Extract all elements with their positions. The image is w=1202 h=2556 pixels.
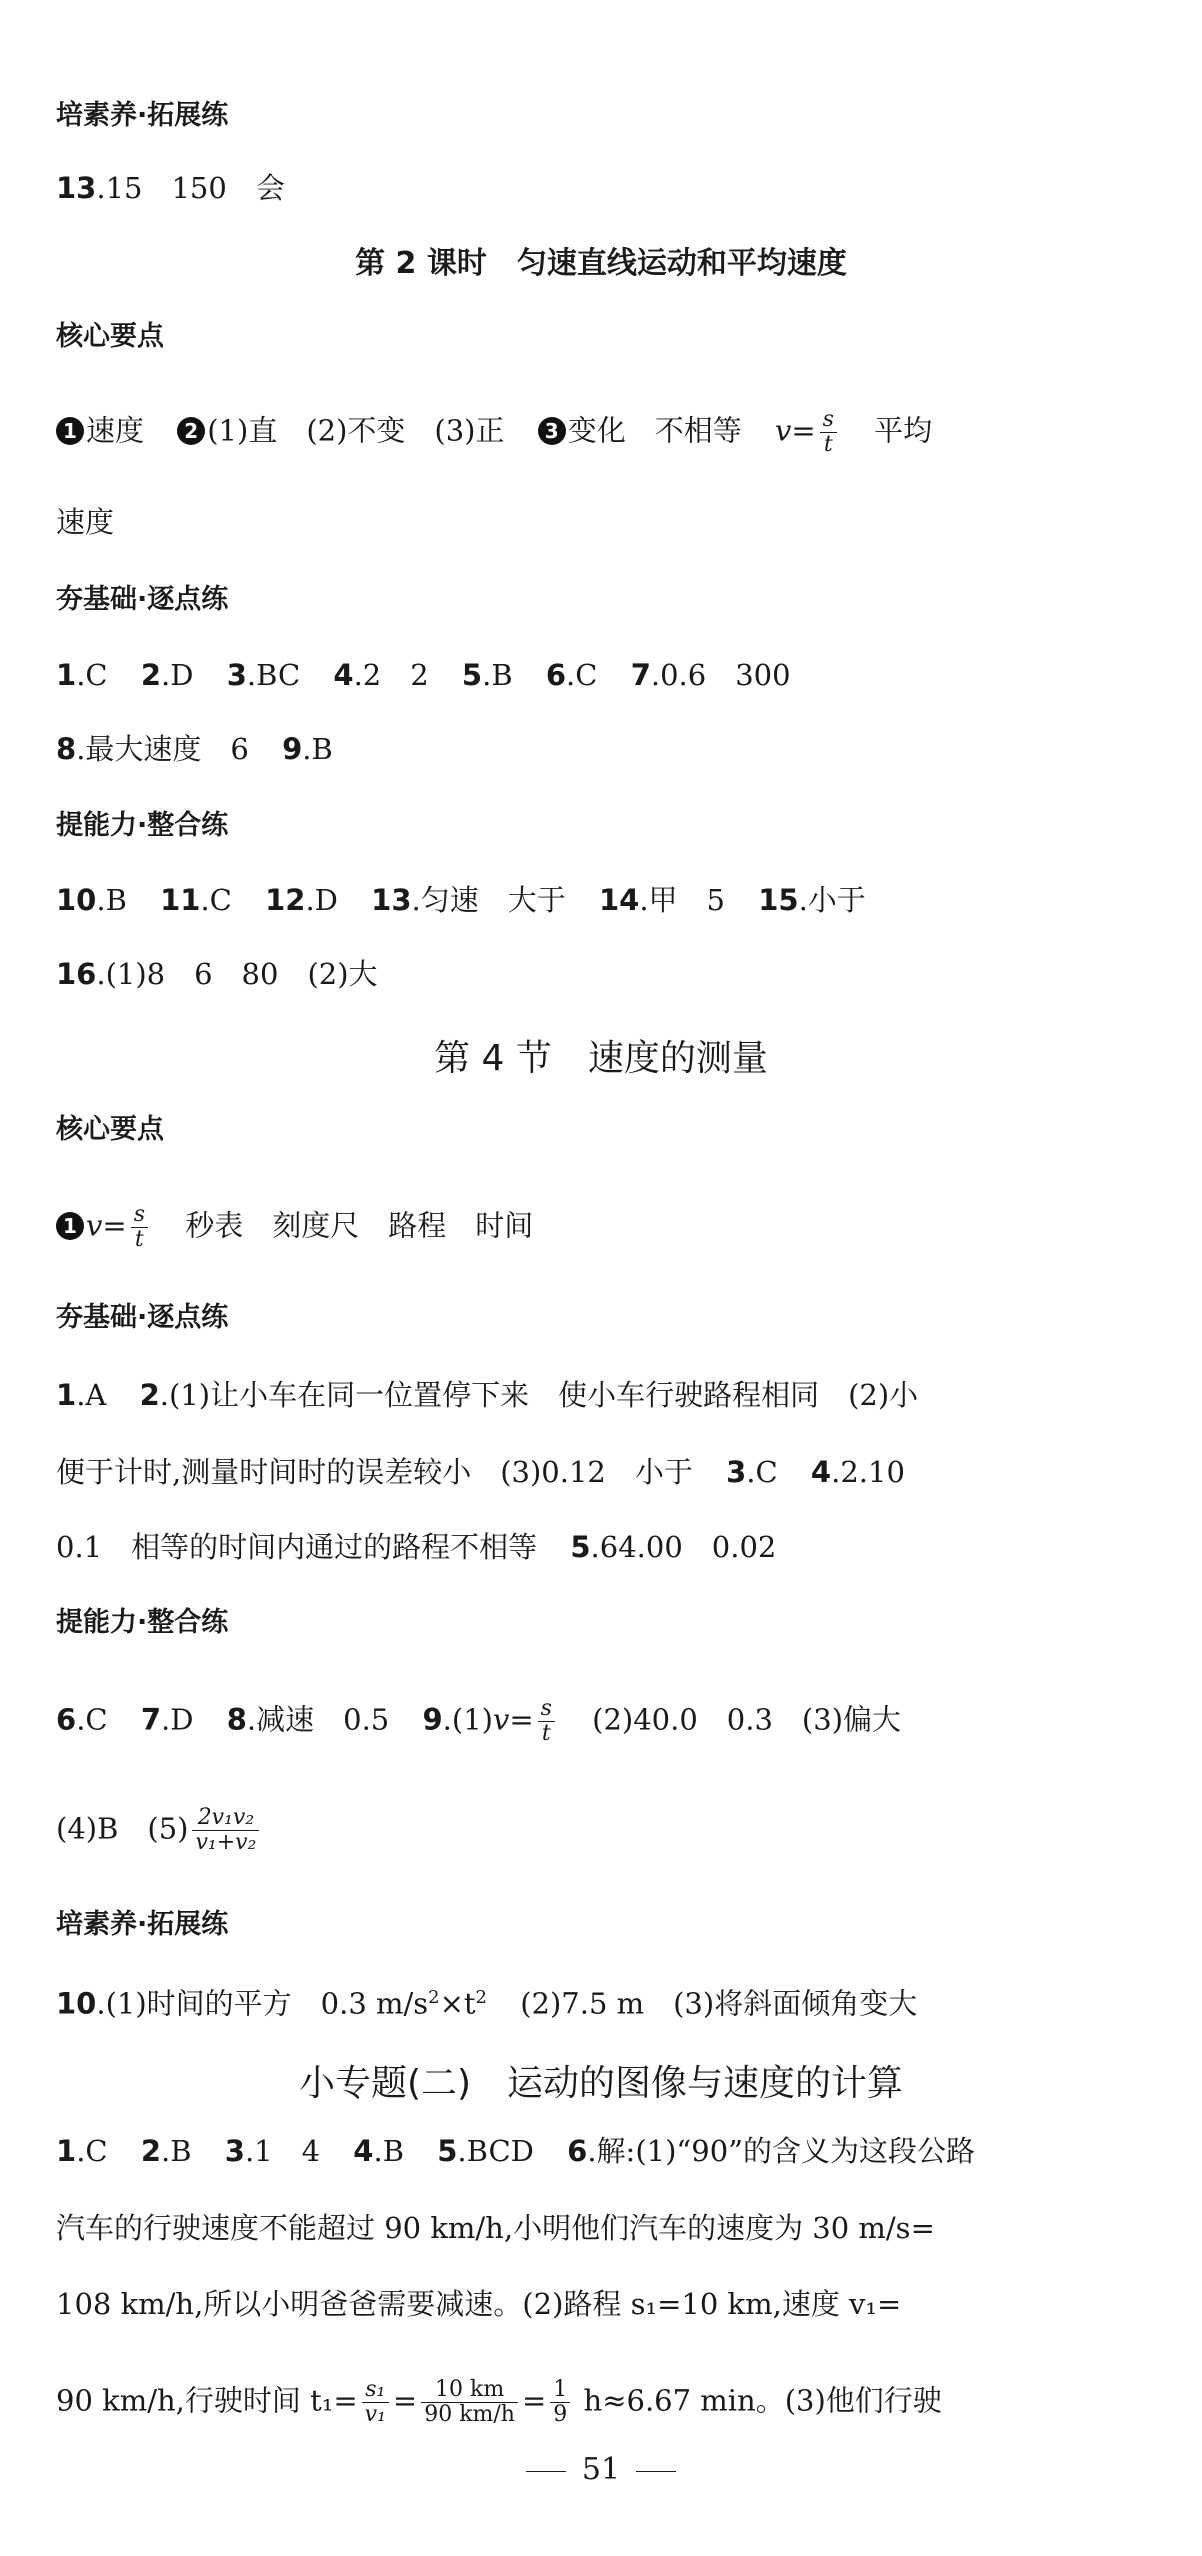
answer-text: .C [566,658,598,692]
question-number: 6 [545,658,567,692]
question-number: 12 [265,883,306,917]
answer-line [56,168,285,208]
answer-text: .B [96,883,127,917]
answer-text: .(1)时间的平方 0.3 m/s [96,1986,429,2021]
answer-text: .(1)8 6 80 (2)大 [96,957,378,991]
question-number: 3 [226,658,247,692]
question-number: 2 [140,2134,162,2168]
answer-text: 速度 [86,413,145,448]
answer-text: .C [200,883,232,917]
question-number: 6 [56,1702,77,1737]
answer-text: 便于计时,测量时间时的误差较小 (3)0.12 小于 [56,1455,693,1489]
section-title: 第 4 节 速度的测量 [434,1038,768,1079]
question-number: 4 [333,658,354,692]
answer-text: (4)B (5) [56,1811,189,1846]
answer-text: .BC [246,658,301,692]
answer-line [56,729,333,769]
question-number: 1 [56,2134,77,2168]
answer-line [56,2378,942,2427]
answer-text: .B [482,658,513,692]
section-heading: 夯基础·逐点练 [56,1302,229,1333]
answer-line [56,880,866,920]
section-heading: 核心要点 [56,1114,164,1145]
question-number: 2 [140,658,162,692]
question-number: 4 [353,2134,374,2168]
answer-text: 90 km/h,行驶时间 t₁= [56,2383,358,2418]
answer-text: 变化 不相等 [567,413,742,448]
answer-line [56,954,378,994]
question-number: 1 [56,658,77,692]
circled-number: 1 [56,1212,84,1240]
section-heading: 夯基础·逐点练 [56,584,229,615]
answer-text: .解:(1)“90”的含义为这段公路 [587,2134,975,2168]
lesson-title: 第 2 课时 匀速直线运动和平均速度 [355,246,847,281]
circled-number: 3 [538,417,566,445]
question-number: 7 [630,658,651,692]
answer-text: .甲 5 [639,883,725,917]
fraction [131,1203,148,1252]
question-number: 3 [224,2134,245,2168]
answer-text: .2 2 [353,658,429,692]
superscript: 2 [428,1987,440,2008]
question-number: 8 [56,732,77,766]
core-points-line [56,408,932,457]
question-number: 2 [139,1378,160,1412]
question-number: 8 [226,1702,247,1737]
answer-line [56,1452,905,1492]
question-number: 13 [56,171,97,205]
answer-line [56,655,791,695]
section-heading: 培素养·拓展练 [56,1909,229,1940]
answer-text: .小于 [798,883,866,917]
answer-text: (2)40.0 0.3 (3)偏大 [592,1702,902,1737]
answer-text: .最大速度 6 [76,732,249,766]
answer-text: .B [373,2134,405,2168]
answer-text: .C [76,658,108,692]
question-number: 9 [422,1702,443,1737]
answer-text: .C [76,2134,108,2168]
fraction-denominator: t [134,1227,144,1252]
section-heading: 提能力·整合练 [56,810,229,841]
formula-lhs: v= [774,413,816,448]
question-number: 11 [160,883,201,917]
fraction [538,1697,555,1746]
formula-lhs: v= [492,1702,534,1737]
fraction [550,2378,570,2427]
section-heading: 提能力·整合练 [56,1607,229,1638]
question-number: 5 [437,2134,458,2168]
fraction [192,1806,259,1855]
answer-line [56,1375,918,1415]
fraction-numerator: 2v₁v₂ [192,1806,259,1831]
answer-text: .B [302,732,333,766]
circled-number: 1 [56,417,84,445]
answer-line [56,1978,917,2024]
question-number: 13 [371,883,412,917]
answer-text: .2.10 [831,1455,905,1489]
page-number-text: 51 [581,2452,621,2487]
fraction-denominator: 90 km/h [424,2402,515,2427]
fraction-denominator: 9 [553,2402,568,2427]
question-number: 5 [570,1530,591,1564]
answer-text: .D [161,658,194,692]
fraction-numerator: s [540,1696,552,1721]
core-points-line [56,1203,533,1252]
fraction [362,2378,389,2427]
answer-text: .0.6 300 [650,658,791,692]
question-number: 1 [56,1378,77,1412]
fraction-numerator: s₁ [362,2378,389,2403]
fraction-denominator: t [823,432,833,457]
equals-sign: = [392,2383,418,2418]
question-number: 14 [598,883,640,917]
superscript: 2 [475,1987,487,2008]
answer-text: 平均 [874,413,933,448]
answer-line: 汽车的行驶速度不能超过 90 km/h,小明他们汽车的速度为 30 m/s= [56,2211,935,2245]
fraction-numerator: 1 [550,2378,570,2403]
circled-number: 2 [177,417,205,445]
fraction-numerator: s [133,1202,145,1227]
section-heading: 培素养·拓展练 [56,100,229,131]
answer-text: .B [161,2134,192,2168]
fraction-numerator: 10 km [421,2378,518,2403]
answer-text: 0.1 相等的时间内通过的路程不相等 [56,1530,538,1564]
answer-text: .C [76,1702,108,1737]
answer-text: 秒表 刻度尺 路程 时间 [185,1208,534,1243]
answer-text: .D [161,1702,194,1737]
question-number: 6 [567,2134,588,2168]
answer-text: .A [76,1378,107,1412]
answer-text: .(1) [442,1702,493,1737]
answer-text: .C [746,1455,778,1489]
question-number: 10 [56,883,97,917]
answer-text: (2)7.5 m (3)将斜面倾角变大 [520,1986,918,2021]
topic-title: 小专题(二) 运动的图像与速度的计算 [298,2063,904,2104]
question-number: 7 [140,1702,162,1737]
page-number [0,2452,1202,2487]
answer-text: ×t [439,1986,476,2021]
answer-text: (1)直 (2)不变 (3)正 [207,413,505,448]
question-number: 9 [282,732,303,766]
answer-text: .D [305,883,338,917]
answer-line: 速度 [56,505,115,539]
answer-line [56,1806,263,1855]
fraction-denominator: v₁+v₂ [195,1830,257,1855]
answer-line [56,2131,975,2171]
answer-text: .1 4 [244,2134,321,2168]
question-number: 10 [56,1986,97,2021]
section-heading: 核心要点 [56,321,164,352]
answer-line: 108 km/h,所以小明爸爸需要减速。(2)路程 s₁=10 km,速度 v₁= [56,2287,902,2321]
fraction [820,408,837,457]
answer-line [56,1697,901,1746]
answer-text: h≈6.67 min。(3)他们行驶 [583,2383,942,2418]
equals-sign: = [521,2383,547,2418]
question-number: 4 [810,1455,832,1489]
answer-text: .匀速 大于 [411,883,566,917]
question-number: 5 [461,658,483,692]
answer-text: .减速 0.5 [246,1702,390,1737]
fraction-numerator: s [822,407,834,432]
question-number: 15 [758,883,799,917]
answer-line [56,1527,776,1567]
answer-text: .BCD [457,2134,534,2168]
question-number: 3 [726,1455,747,1489]
fraction-denominator: t [541,1721,551,1746]
question-number: 16 [56,957,97,991]
fraction-denominator: v₁ [364,2402,386,2427]
formula-lhs: v= [86,1208,127,1243]
fraction [421,2378,518,2427]
answer-text: .15 150 会 [96,171,285,205]
answer-text: .64.00 0.02 [590,1530,777,1564]
answer-text: .(1)让小车在同一位置停下来 使小车行驶路程相同 (2)小 [159,1378,919,1412]
